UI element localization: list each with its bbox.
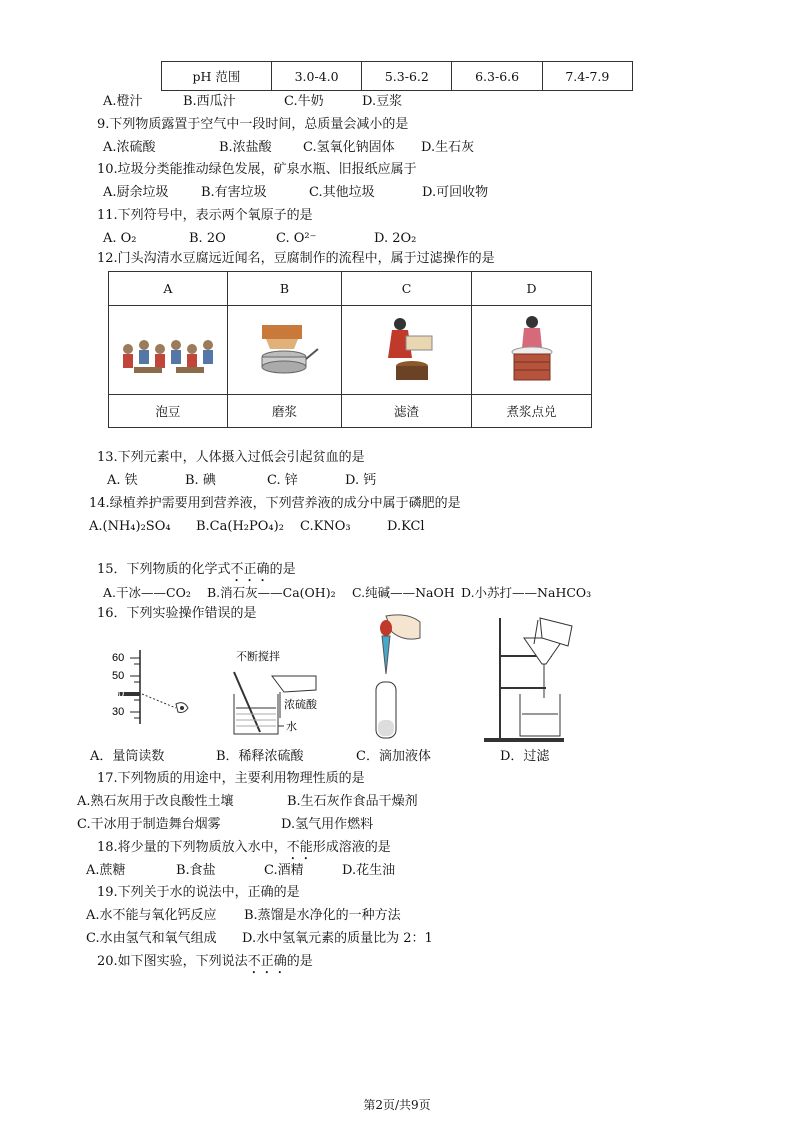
dropper-illustration xyxy=(364,612,424,742)
option: C. 锌 xyxy=(267,473,298,488)
dilute-acid-illustration xyxy=(224,646,344,736)
emphasis-text: 不正确 xyxy=(247,954,287,969)
step-label: 泡豆 xyxy=(109,395,228,428)
q19-stem: 19.下列关于水的说法中，正确的是 xyxy=(97,885,300,900)
boil-milk-illustration xyxy=(471,306,591,395)
ph-value: 3.0-4.0 xyxy=(271,62,361,91)
caption: D．过滤 xyxy=(500,749,550,764)
col-header: C xyxy=(342,272,472,306)
filtration-illustration xyxy=(480,614,580,744)
q18-stem xyxy=(97,839,391,863)
option: B.食盐 xyxy=(176,863,216,878)
option: C.酒精 xyxy=(264,863,304,878)
col-header: A xyxy=(109,272,228,306)
cylinder-tick: 40 xyxy=(112,688,125,700)
stem-text: 18.将少量的下列物质放入水中， xyxy=(97,840,287,855)
option: A.浓硫酸 xyxy=(103,140,156,155)
option: C.牛奶 xyxy=(284,94,324,109)
ph-value: 7.4-7.9 xyxy=(542,62,632,91)
option: A.橙汁 xyxy=(103,94,143,109)
stir-label: 不断搅拌 xyxy=(236,650,280,663)
option: D. 钙 xyxy=(345,473,377,488)
ph-value: 6.3-6.6 xyxy=(452,62,542,91)
q12-stem: 12.门头沟清水豆腐远近闻名，豆腐制作的流程中，属于过滤操作的是 xyxy=(97,251,495,266)
option: A.厨余垃圾 xyxy=(103,185,169,200)
option: C.氢氧化钠固体 xyxy=(303,140,395,155)
option: D.生石灰 xyxy=(421,140,475,155)
grind-illustration xyxy=(227,306,341,395)
option: B.西瓜汁 xyxy=(183,94,236,109)
stem-text: 的是 xyxy=(286,954,313,969)
ph-table xyxy=(161,61,633,91)
q11-stem: 11.下列符号中，表示两个氧原子的是 xyxy=(97,208,313,223)
cylinder-tick: 60 xyxy=(112,652,125,664)
page-footer: 第2页/共9页 xyxy=(363,1098,431,1112)
option: D. 2O₂ xyxy=(374,231,417,246)
option: B. 碘 xyxy=(185,473,216,488)
option: C.水由氢气和氧气组成 xyxy=(86,931,217,946)
stem-text: 20.如下图实验，下列说法 xyxy=(97,954,248,969)
q17-stem: 17.下列物质的用途中，主要利用物理性质的是 xyxy=(97,771,365,786)
option: B.蒸馏是水净化的一种方法 xyxy=(244,908,401,923)
option: B.Ca(H₂PO₄)₂ xyxy=(196,519,284,534)
graduated-cylinder-illustration xyxy=(104,648,194,728)
caption: B．稀释浓硫酸 xyxy=(216,749,304,764)
emphasis-text: 不能 xyxy=(286,840,313,855)
caption: A．量筒读数 xyxy=(90,749,165,764)
option: C.纯碱——NaOH xyxy=(352,585,455,600)
water-label: 水 xyxy=(286,720,297,733)
q14-stem: 14.绿植养护需要用到营养液，下列营养液的成分中属于磷肥的是 xyxy=(89,496,461,511)
option: B.有害垃圾 xyxy=(201,185,267,200)
option: A. O₂ xyxy=(103,231,137,246)
cylinder-tick: 30 xyxy=(112,706,125,718)
q12-table xyxy=(108,271,592,428)
option: C.干冰用于制造舞台烟雾 xyxy=(77,817,221,832)
step-label: 磨浆 xyxy=(227,395,341,428)
option: D.豆浆 xyxy=(362,94,403,109)
option: A.(NH₄)₂SO₄ xyxy=(89,519,171,534)
stem-text: 15．下列物质的化学式 xyxy=(97,562,231,577)
option: A.水不能与氧化钙反应 xyxy=(86,908,217,923)
ph-header: pH 范围 xyxy=(162,62,272,91)
step-label: 煮浆点兑 xyxy=(471,395,591,428)
option: D.小苏打——NaHCO₃ xyxy=(461,585,592,600)
option: B.浓盐酸 xyxy=(219,140,272,155)
option: B.消石灰——Ca(OH)₂ xyxy=(207,585,336,600)
cylinder-tick: 50 xyxy=(112,670,125,682)
filter-residue-illustration xyxy=(342,306,472,395)
option: A.干冰——CO₂ xyxy=(103,585,191,600)
q16-stem: 16．下列实验操作错误的是 xyxy=(97,606,257,621)
option: D.氢气用作燃料 xyxy=(281,817,374,832)
option: B.生石灰作食品干燥剂 xyxy=(287,794,418,809)
emphasis-text: 不正确 xyxy=(230,562,270,577)
soak-beans-illustration xyxy=(109,306,228,395)
col-header: D xyxy=(471,272,591,306)
option: C.其他垃圾 xyxy=(309,185,375,200)
q10-stem: 10.垃圾分类能推动绿色发展，矿泉水瓶、旧报纸应属于 xyxy=(97,162,417,177)
option: B. 2O xyxy=(189,231,226,246)
stem-text: 形成溶液的是 xyxy=(312,840,391,855)
q15-stem xyxy=(97,561,296,585)
q9-stem: 9.下列物质露置于空气中一段时间，总质量会减小的是 xyxy=(97,117,409,132)
option: C.KNO₃ xyxy=(300,519,351,534)
acid-label: 浓硫酸 xyxy=(284,698,317,711)
ph-value: 5.3-6.2 xyxy=(362,62,452,91)
option: D.可回收物 xyxy=(422,185,489,200)
option: C. O²⁻ xyxy=(276,231,317,246)
caption: C．滴加液体 xyxy=(356,749,431,764)
option: D.KCl xyxy=(387,519,425,534)
col-header: B xyxy=(227,272,341,306)
option: D.水中氢氧元素的质量比为 2：1 xyxy=(242,931,433,946)
option: A.蔗糖 xyxy=(86,863,126,878)
step-label: 滤渣 xyxy=(342,395,472,428)
option: A.熟石灰用于改良酸性土壤 xyxy=(77,794,234,809)
stem-text: 的是 xyxy=(269,562,296,577)
q20-stem xyxy=(97,953,313,977)
option: D.花生油 xyxy=(342,863,396,878)
option: A. 铁 xyxy=(107,473,138,488)
q13-stem: 13.下列元素中，人体摄入过低会引起贫血的是 xyxy=(97,450,365,465)
